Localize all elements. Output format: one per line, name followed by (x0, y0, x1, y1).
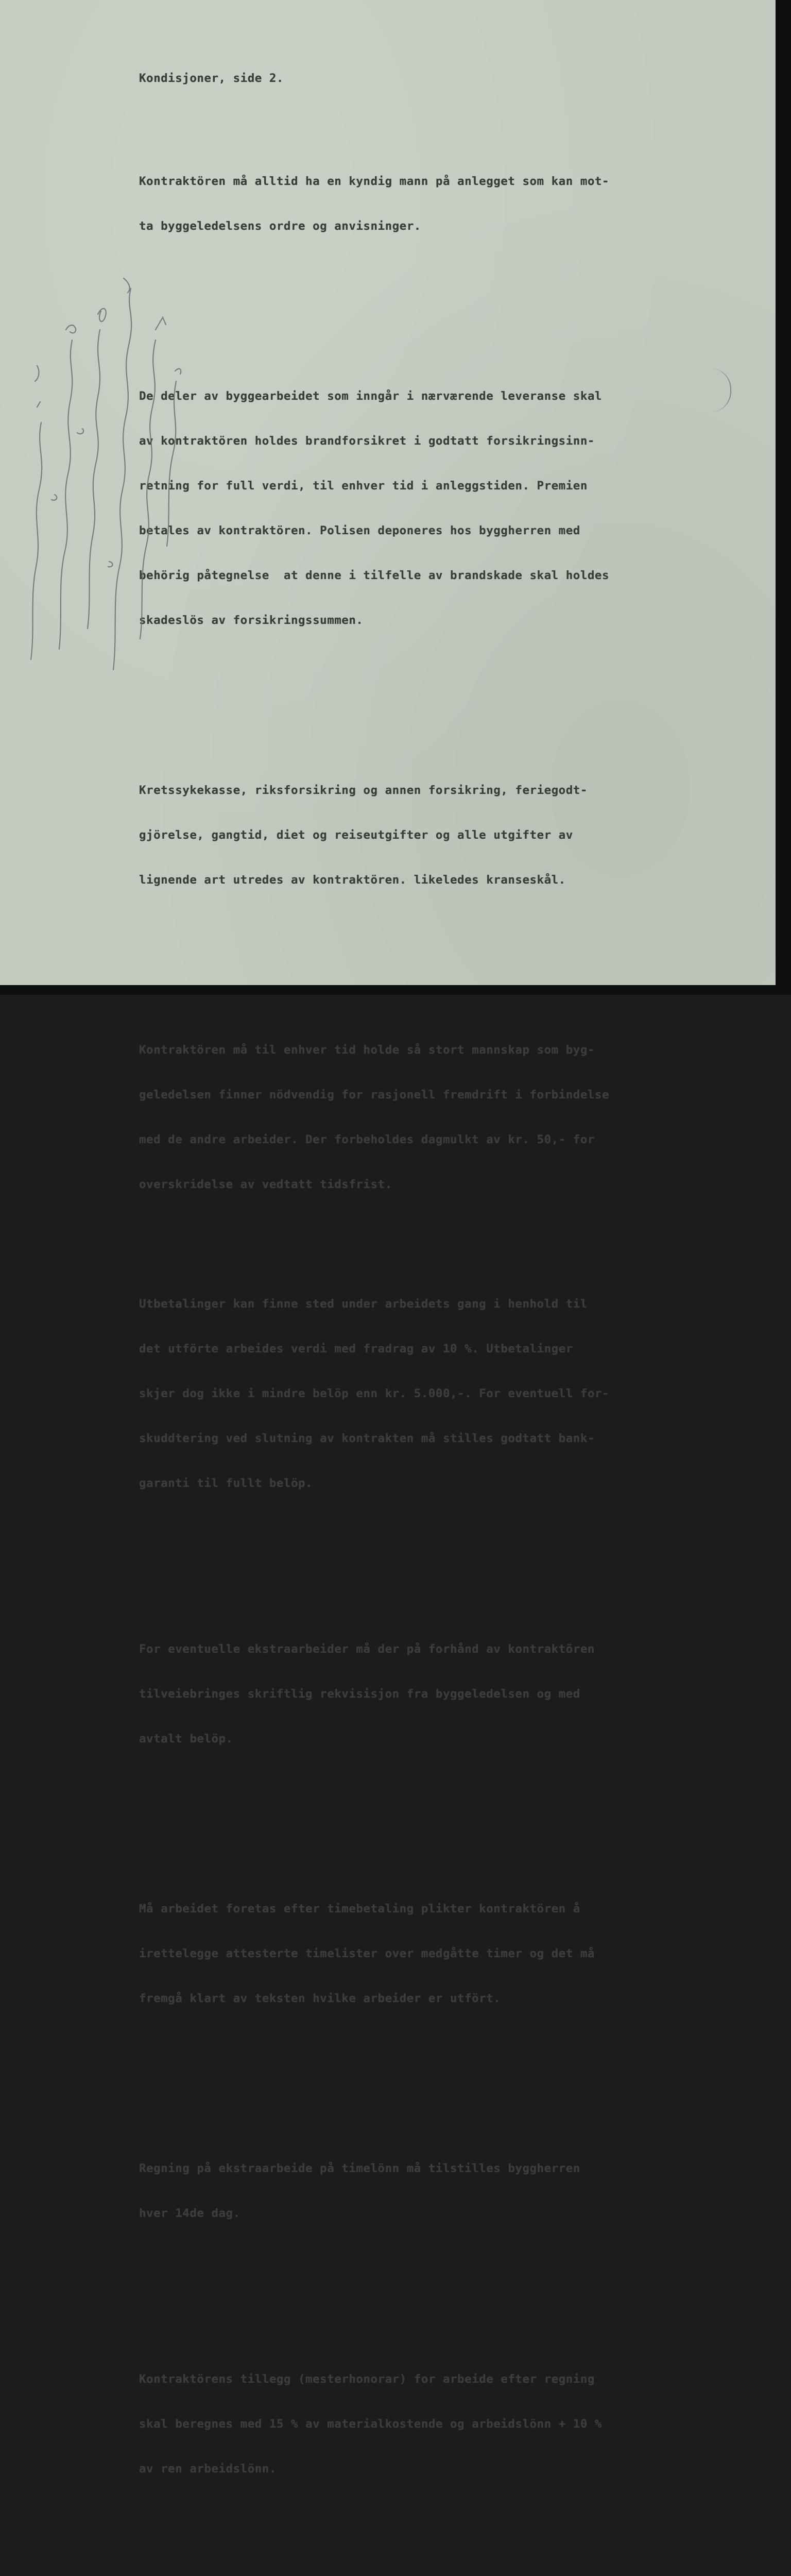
paragraph-3 (139, 753, 731, 918)
paragraph-8 (139, 2131, 731, 2251)
scan-border-bottom (0, 985, 791, 995)
text-line: skuddtering ved slutning av kontrakten må stilles godtatt bank- (139, 1432, 595, 1445)
text-line: ta byggeledelsens ordre og anvisninger. (139, 219, 421, 233)
text-line: hver 14de dag. (139, 2207, 240, 2220)
paragraph-7 (139, 1872, 731, 2036)
text-line: tilveiebringes skriftlig rekvisisjon fra byggeledelsen og med (139, 1687, 580, 1701)
text-line: Kontraktörens tillegg (mesterhonorar) for arbeide efter regning (139, 2372, 595, 2386)
text-line: De deler av byggearbeidet som inngår i nærværende leveranse skal (139, 389, 602, 403)
text-line: det utförte arbeides verdi med fradrag av 10 %. Utbetalinger (139, 1342, 573, 1355)
text-line: behörig påtegnelse at denne i tilfelle av brandskade skal holdes (139, 569, 609, 582)
text-line: med de andre arbeider. Der forbeholdes dagmulkt av kr. 50,- for (139, 1133, 595, 1146)
text-line: Må arbeidet foretas efter timebetaling plikter kontraktören å (139, 1902, 580, 1916)
text-line: Regning på ekstraarbeide på timelönn må tilstilles byggherren (139, 2162, 580, 2175)
text-line: skadeslös av forsikringssummen. (139, 614, 364, 627)
text-line: betales av kontraktören. Polisen deponeres hos byggherren med (139, 524, 580, 537)
paragraph-9 (139, 2342, 731, 2506)
text-line: Utbetalinger kan finne sted under arbeidets gang i henhold til (139, 1297, 588, 1311)
paragraph-4 (139, 1013, 731, 1222)
typed-text-body (139, 41, 731, 2576)
text-line: geledelsen finner nödvendig for rasjonell fremdrift i forbindelse (139, 1088, 609, 1101)
paragraph-1 (139, 144, 731, 264)
handwriting-scribble-icon (21, 278, 196, 670)
text-line: fremgå klart av teksten hvilke arbeider er utfört. (139, 1992, 501, 2005)
paragraph-2 (139, 359, 731, 658)
text-line: gjörelse, gangtid, diet og reiseutgifter og alle utgifter av (139, 828, 573, 842)
text-line: Kontraktören må til enhver tid holde så stort mannskap som byg- (139, 1043, 595, 1057)
handwritten-margin-note (21, 278, 196, 670)
paragraph-6 (139, 1612, 731, 1776)
text-line: For eventuelle ekstraarbeider må der på forhånd av kontraktören (139, 1642, 595, 1656)
text-line: irettelegge attesterte timelister over medgåtte timer og det må (139, 1947, 595, 1960)
text-line: garanti til fullt belöp. (139, 1477, 313, 1490)
text-line: lignende art utredes av kontraktören. likeledes kranseskål. (139, 873, 566, 887)
text-line: overskridelse av vedtatt tidsfrist. (139, 1178, 392, 1191)
text-line: skjer dog ikke i mindre belöp enn kr. 5.000,-. For eventuell for- (139, 1387, 609, 1400)
text-line: retning for full verdi, til enhver tid i anleggstiden. Premien (139, 479, 588, 493)
text-line: skal beregnes med 15 % av materialkostende og arbeidslönn + 10 % (139, 2417, 602, 2431)
scan-border-right (776, 0, 791, 995)
page-heading: Kondisjoner, side 2. (139, 72, 284, 85)
text-line: Kretssykekasse, riksforsikring og annen forsikring, feriegodt- (139, 784, 588, 797)
text-line: Kontraktören må alltid ha en kyndig mann på anlegget som kan mot- (139, 175, 609, 188)
text-line: av ren arbeidslönn. (139, 2462, 277, 2476)
text-line: avtalt belöp. (139, 1732, 233, 1745)
paragraph-5 (139, 1267, 731, 1521)
text-line: av kontraktören holdes brandforsikret i godtatt forsikringsinn- (139, 434, 595, 448)
